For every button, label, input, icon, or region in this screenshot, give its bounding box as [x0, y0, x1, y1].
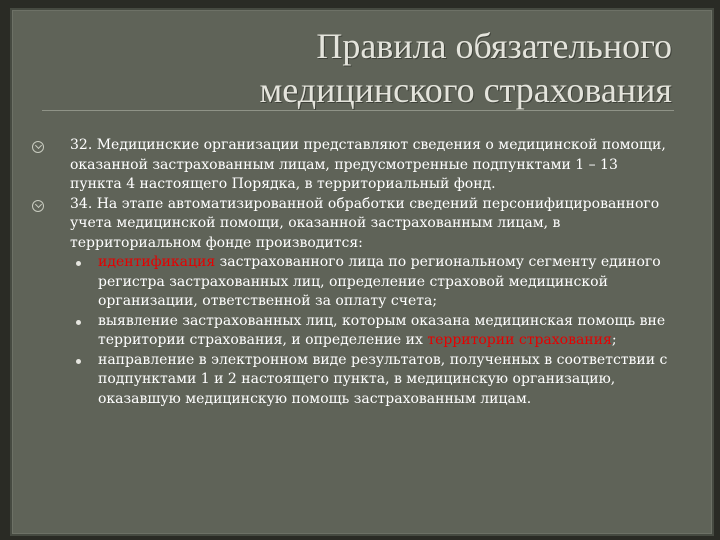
- list-item-34: [32, 195, 672, 254]
- dot-icon: [76, 320, 81, 325]
- sub-1-text: застрахованного лица по региональному сегменту единого регистра застрахованных лиц, определение страховой медицинской организации, ответственной за оплату счета;: [98, 254, 661, 309]
- sublist: [32, 253, 672, 409]
- highlight-territory: территории страхования: [427, 332, 612, 348]
- item-32-text: 32. Медицинские организации представляют сведения о медицинской помощи, оказанной застрахованным лицам, предусмотренные подпунктами 1 – 13 пункта 4 настоящего Порядка, в территориальный фонд.: [70, 137, 666, 192]
- sublist-item-detection: [74, 312, 672, 351]
- circled-checkmark-icon: [32, 141, 44, 153]
- dot-icon: [76, 261, 81, 266]
- sub-2-text-before: выявление застрахованных лиц, которым оказана медицинская помощь вне территории страхования, и определение их: [98, 312, 666, 348]
- list-item-32: [32, 136, 672, 195]
- sublist-item-identification: [74, 253, 672, 312]
- slide: [10, 8, 714, 536]
- highlight-identification: идентификация: [98, 254, 216, 270]
- title-line-1: Правила обязательного: [316, 26, 672, 66]
- dot-icon: [76, 359, 81, 364]
- slide-title: [72, 24, 672, 112]
- item-34-text: 34. На этапе автоматизированной обработки сведений персонифицированного учета медицинской помощи, оказанной застрахованным лицам, в территориальном фонде производится:: [70, 195, 660, 251]
- title-divider: [42, 110, 674, 111]
- slide-content: [32, 136, 672, 409]
- sub-2-text-after: ;: [611, 332, 617, 348]
- title-line-2: медицинского страхования: [259, 70, 672, 110]
- circled-checkmark-icon: [32, 200, 44, 212]
- sublist-item-sending: [74, 351, 672, 410]
- sub-3-text: направление в электронном виде результатов, полученных в соответствии с подпунктами 1 и 2 настоящего пункта, в медицинскую организацию, оказавшую медицинскую помощь застрахованным лицам.: [98, 351, 668, 407]
